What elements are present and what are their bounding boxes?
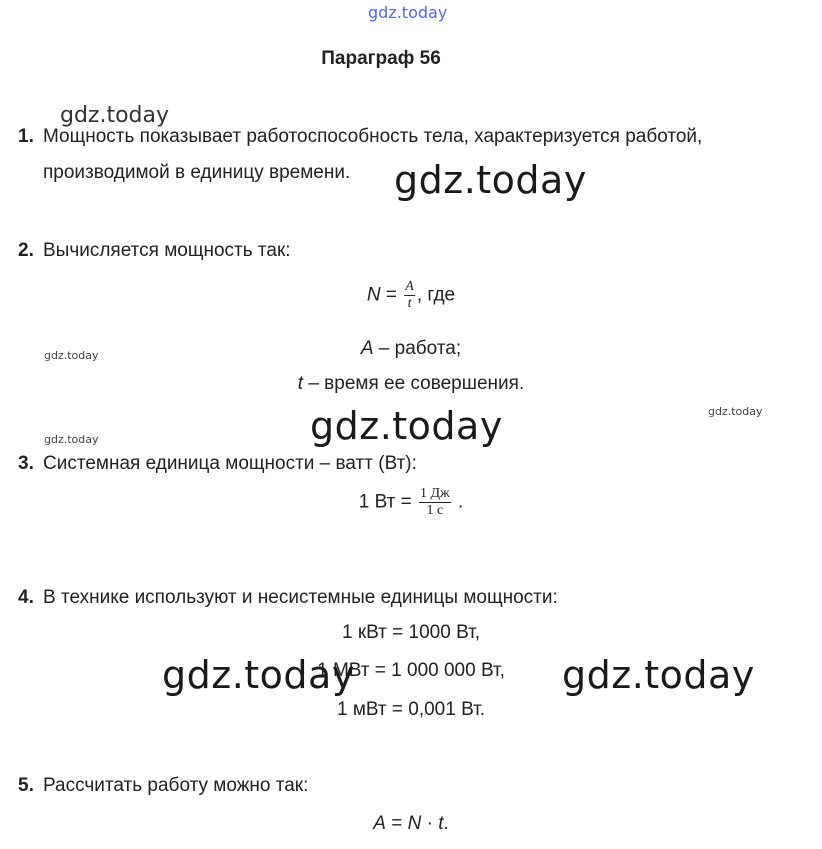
watermark-top: gdz.today xyxy=(368,3,448,22)
unit-line-kw: 1 кВт = 1000 Вт, xyxy=(341,622,481,643)
item-number: 3. xyxy=(18,453,34,474)
item-1-line-2: производимой в единицу времени. xyxy=(43,162,351,183)
item-number: 1. xyxy=(18,126,34,147)
unit-line-mw: 1 МВт = 1 000 000 Вт, xyxy=(317,660,505,681)
item-3-text: Системная единица мощности – ватт (Вт): xyxy=(43,453,417,474)
watermark: gdz.today xyxy=(44,433,99,446)
fraction: $\frac{A}{t}$ xyxy=(405,279,414,311)
item-number: 2. xyxy=(18,240,34,261)
unit-line-milliw: 1 мВт = 0,001 Вт. xyxy=(336,699,486,720)
watermark: gdz.today xyxy=(60,103,170,128)
item-number: 5. xyxy=(18,775,34,796)
watermark: gdz.today xyxy=(394,158,587,202)
item-number: 4. xyxy=(18,587,34,608)
watermark: gdz.today xyxy=(162,653,355,697)
watermark: gdz.today xyxy=(44,349,99,362)
fraction: $\frac{1 Дж}{1 с}$ xyxy=(419,486,450,518)
power-formula: N = $\frac{A}{t}$ , где xyxy=(366,279,456,311)
watermark: gdz.today xyxy=(708,405,763,418)
watermark: gdz.today xyxy=(310,404,503,448)
item-4-text: В технике используют и несистемные единицы мощности: xyxy=(43,587,558,608)
definition-a: A – работа; xyxy=(360,338,462,359)
definition-t: t – время ее совершения. xyxy=(297,373,525,394)
item-5-text: Рассчитать работу можно так: xyxy=(43,775,309,796)
item-2-text: Вычисляется мощность так: xyxy=(43,240,291,261)
item-1-line-1: Мощность показывает работоспособность тела, характеризуется работой, xyxy=(43,126,703,147)
work-formula: A = N · t. xyxy=(373,813,449,834)
page-title: Параграф 56 xyxy=(321,48,441,69)
watermark: gdz.today xyxy=(562,653,755,697)
watt-formula: 1 Вт = $\frac{1 Дж}{1 с}$ . xyxy=(358,486,464,518)
